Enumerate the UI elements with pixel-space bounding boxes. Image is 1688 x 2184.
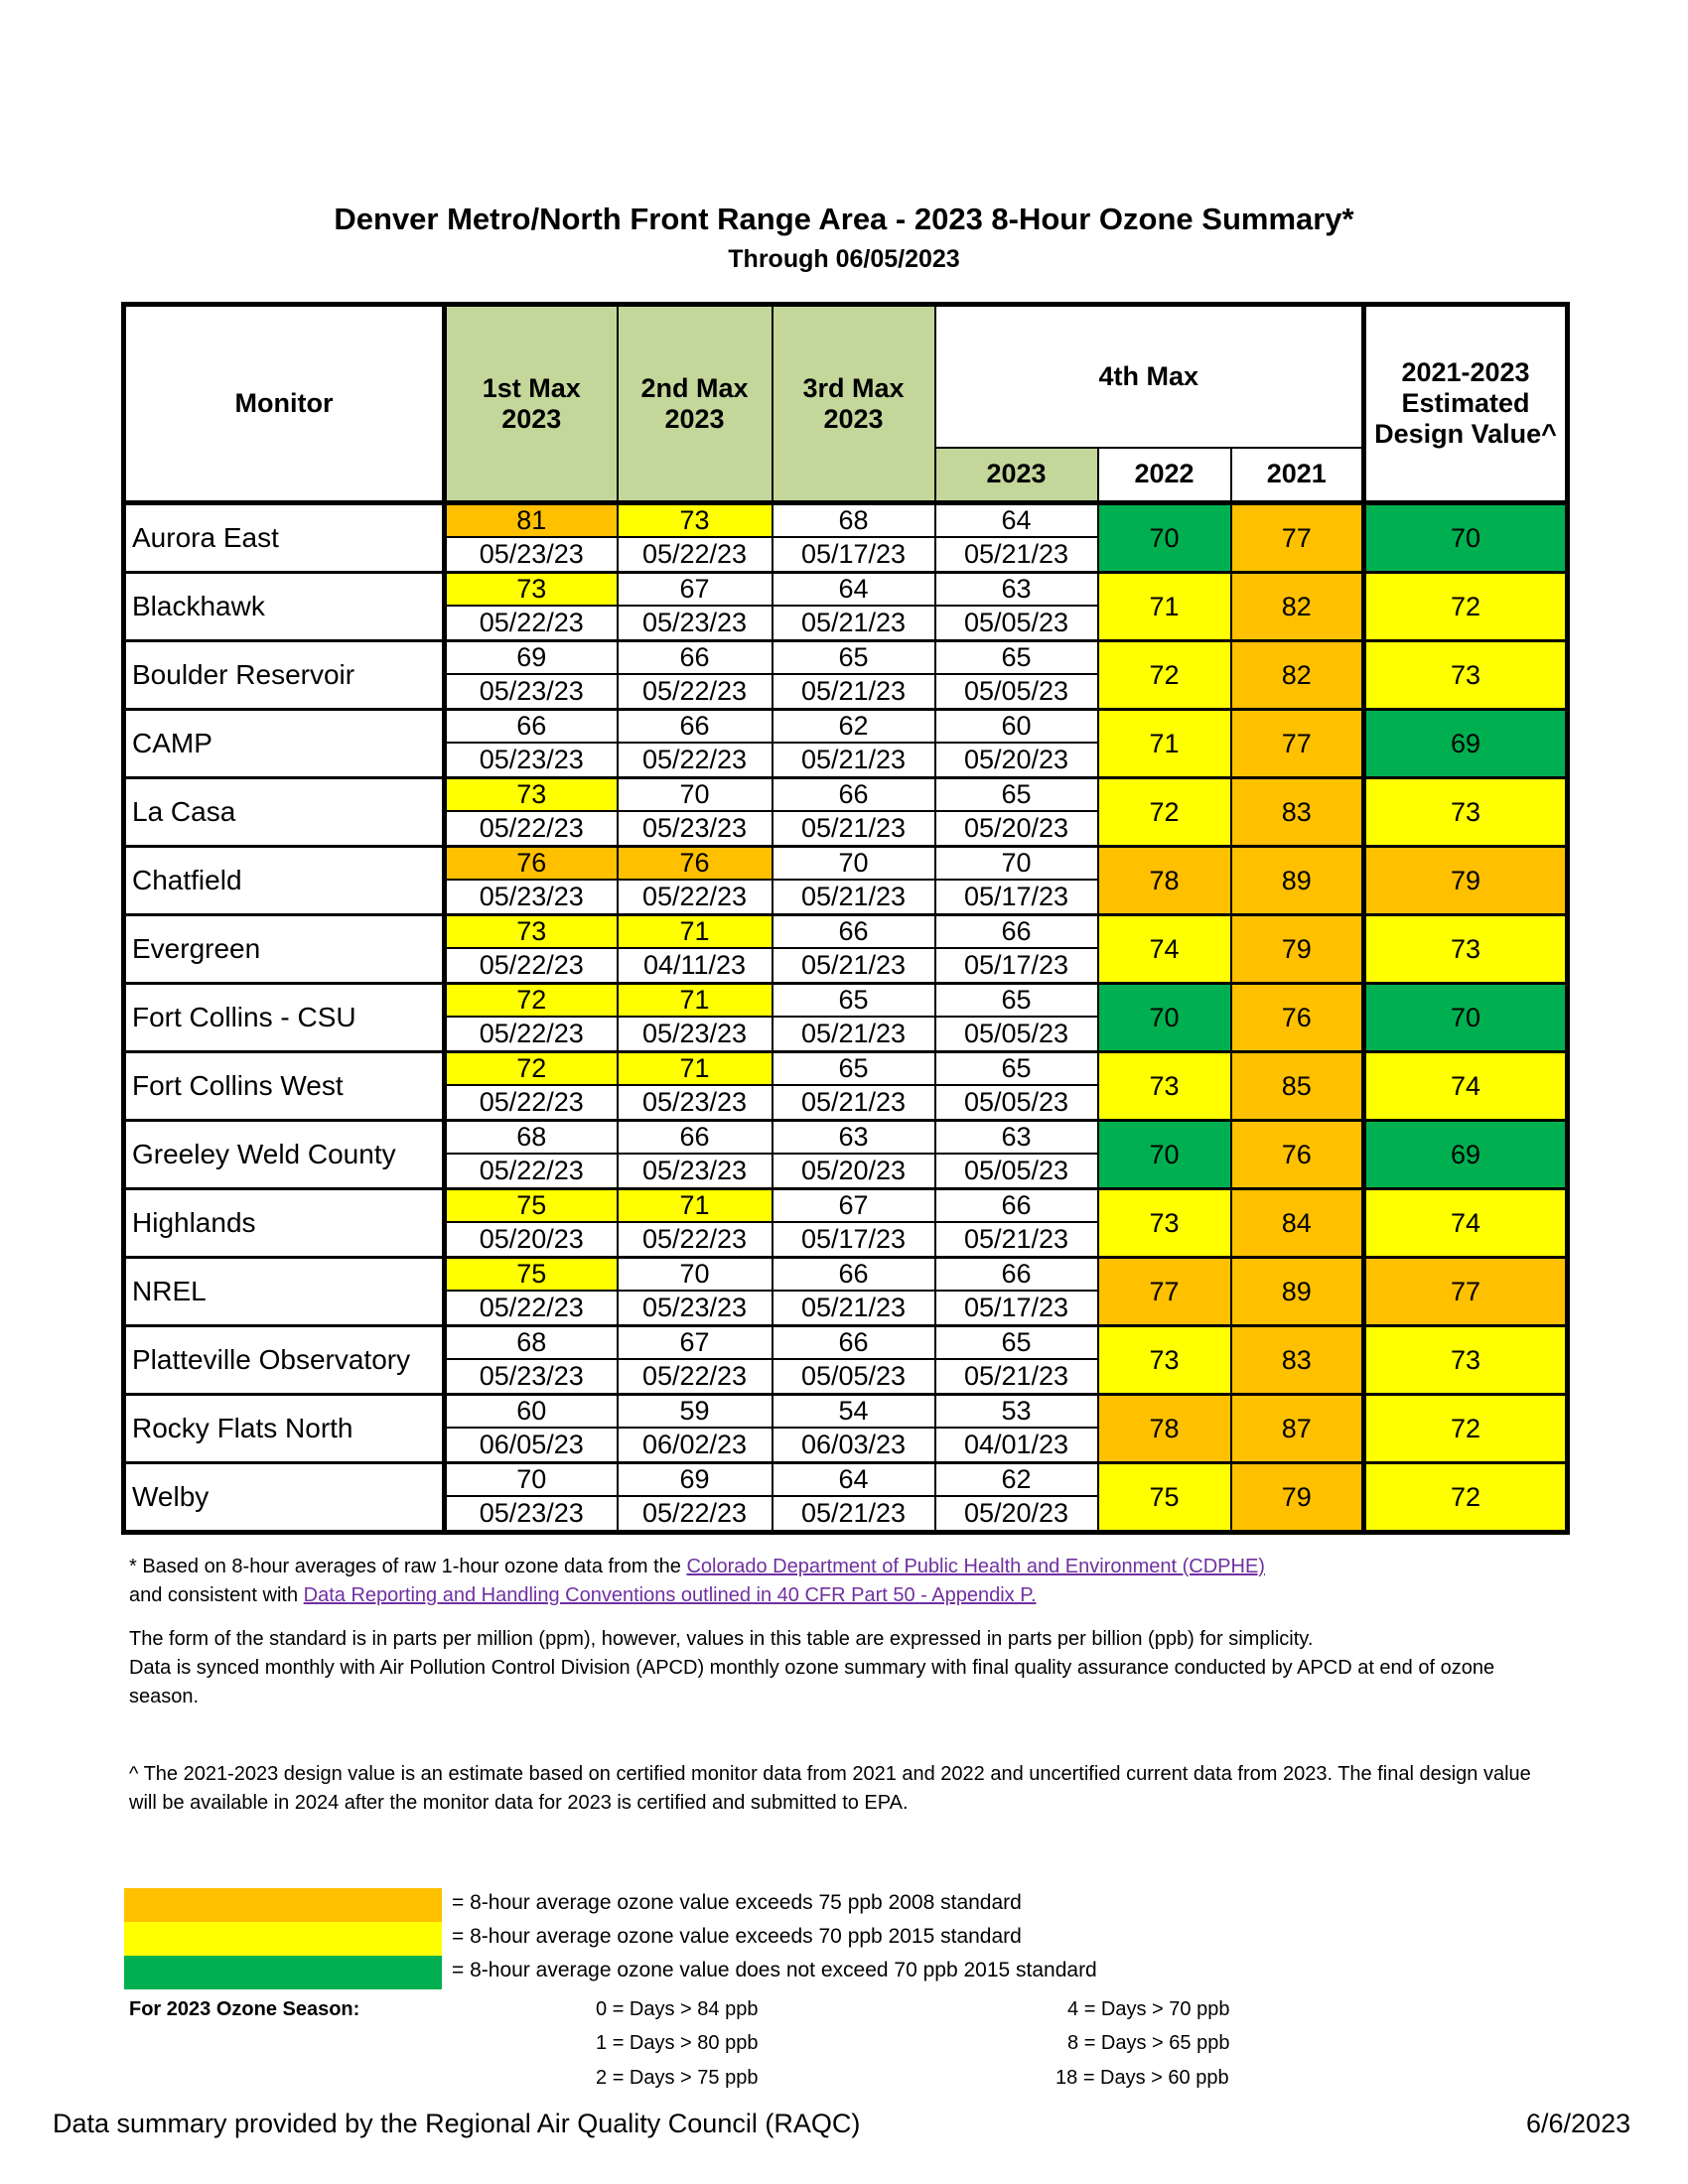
max4-2021-value: 83 bbox=[1231, 778, 1364, 847]
max4-2021-value: 87 bbox=[1231, 1395, 1364, 1463]
header-4th-max: 4th Max bbox=[935, 305, 1364, 448]
max4-2023-date: 05/05/23 bbox=[935, 1017, 1098, 1052]
max4-2022-value: 73 bbox=[1098, 1189, 1231, 1258]
season-count-text: = Days > 70 ppb bbox=[1083, 1998, 1230, 2020]
season-count-text: = Days > 65 ppb bbox=[1083, 2032, 1230, 2054]
max3-value: 63 bbox=[773, 1121, 935, 1155]
max4-2023-value: 65 bbox=[935, 778, 1098, 812]
ozone-summary-table bbox=[121, 302, 1570, 1535]
max3-value: 67 bbox=[773, 1189, 935, 1223]
monitor-name: La Casa bbox=[124, 778, 445, 847]
max4-2022-value: 70 bbox=[1098, 1121, 1231, 1189]
season-count-text: = Days > 60 ppb bbox=[1082, 2067, 1229, 2089]
legend-text-orange: = 8-hour average ozone value exceeds 75 ppb 2008 standard bbox=[452, 1891, 1022, 1914]
max3-date: 05/21/23 bbox=[773, 1017, 935, 1052]
table-row bbox=[124, 641, 1568, 675]
max4-2021-value: 84 bbox=[1231, 1189, 1364, 1258]
legend-text-green: = 8-hour average ozone value does not exceed 70 ppb 2015 standard bbox=[452, 1959, 1097, 1981]
monitor-name: Boulder Reservoir bbox=[124, 641, 445, 710]
max3-date: 06/03/23 bbox=[773, 1428, 935, 1463]
max1-date: 05/22/23 bbox=[445, 1017, 618, 1052]
page-title: Denver Metro/North Front Range Area - 2023 8-Hour Ozone Summary* bbox=[334, 202, 1354, 236]
max4-2023-value: 64 bbox=[935, 503, 1098, 538]
max3-date: 05/21/23 bbox=[773, 811, 935, 847]
max1-value: 66 bbox=[445, 710, 618, 744]
max4-2023-value: 66 bbox=[935, 915, 1098, 949]
max2-value: 67 bbox=[618, 1326, 773, 1360]
max2-date: 05/23/23 bbox=[618, 1085, 773, 1121]
design-value: 70 bbox=[1364, 503, 1568, 573]
max3-date: 05/21/23 bbox=[773, 674, 935, 710]
max4-2023-date: 05/05/23 bbox=[935, 674, 1098, 710]
header-4th-max-2023: 2023 bbox=[935, 448, 1098, 503]
table-row bbox=[124, 1189, 1568, 1223]
monitor-name: Chatfield bbox=[124, 847, 445, 915]
max4-2023-date: 05/17/23 bbox=[935, 1291, 1098, 1326]
max2-value: 73 bbox=[618, 503, 773, 538]
table-row bbox=[124, 1463, 1568, 1497]
max4-2021-value: 85 bbox=[1231, 1052, 1364, 1121]
max4-2021-value: 76 bbox=[1231, 984, 1364, 1052]
max1-date: 05/22/23 bbox=[445, 1291, 618, 1326]
max4-2023-value: 70 bbox=[935, 847, 1098, 881]
max4-2022-value: 70 bbox=[1098, 984, 1231, 1052]
max1-value: 72 bbox=[445, 984, 618, 1018]
max2-date: 05/22/23 bbox=[618, 1496, 773, 1533]
design-value: 73 bbox=[1364, 915, 1568, 984]
table-row bbox=[124, 503, 1568, 538]
legend-swatch-green bbox=[124, 1956, 442, 1989]
max3-date: 05/17/23 bbox=[773, 1222, 935, 1258]
season-label: For 2023 Ozone Season: bbox=[129, 1998, 360, 2020]
max4-2023-date: 05/17/23 bbox=[935, 880, 1098, 915]
max3-date: 05/05/23 bbox=[773, 1359, 935, 1395]
max4-2022-value: 75 bbox=[1098, 1463, 1231, 1533]
max4-2023-value: 63 bbox=[935, 573, 1098, 607]
max4-2023-date: 05/21/23 bbox=[935, 1359, 1098, 1395]
header-3rd-max-line2: 2023 bbox=[823, 403, 884, 434]
max4-2023-value: 65 bbox=[935, 1326, 1098, 1360]
max1-date: 05/20/23 bbox=[445, 1222, 618, 1258]
max2-date: 05/23/23 bbox=[618, 1017, 773, 1052]
max2-value: 71 bbox=[618, 1052, 773, 1086]
table-row bbox=[124, 984, 1568, 1018]
footnote-conventions-text: and consistent with bbox=[129, 1584, 304, 1606]
footnote-source-text: * Based on 8-hour averages of raw 1-hour ozone data from the bbox=[129, 1556, 687, 1577]
max1-value: 73 bbox=[445, 915, 618, 949]
header-dv-line3: Design Value^ bbox=[1374, 419, 1557, 449]
monitor-name: Rocky Flats North bbox=[124, 1395, 445, 1463]
max4-2022-value: 73 bbox=[1098, 1326, 1231, 1395]
header-3rd-max bbox=[773, 305, 935, 503]
season-count-row bbox=[1055, 2067, 1229, 2090]
max4-2023-date: 05/05/23 bbox=[935, 1085, 1098, 1121]
max3-value: 68 bbox=[773, 503, 935, 538]
design-value: 79 bbox=[1364, 847, 1568, 915]
table-row bbox=[124, 1052, 1568, 1086]
design-value: 74 bbox=[1364, 1189, 1568, 1258]
header-dv-line2: Estimated bbox=[1401, 388, 1530, 418]
max2-value: 69 bbox=[618, 1463, 773, 1497]
max1-date: 05/23/23 bbox=[445, 743, 618, 778]
max1-value: 81 bbox=[445, 503, 618, 538]
season-count-n: 18 bbox=[1055, 2067, 1078, 2089]
max2-value: 70 bbox=[618, 1258, 773, 1292]
monitor-name: Blackhawk bbox=[124, 573, 445, 641]
design-value: 72 bbox=[1364, 1395, 1568, 1463]
max3-value: 70 bbox=[773, 847, 935, 881]
season-count-text: = Days > 80 ppb bbox=[612, 2032, 759, 2054]
season-count-n: 2 bbox=[596, 2067, 608, 2089]
max1-date: 05/22/23 bbox=[445, 1154, 618, 1189]
max4-2023-value: 63 bbox=[935, 1121, 1098, 1155]
header-2nd-max-line1: 2nd Max bbox=[640, 372, 749, 403]
table-row bbox=[124, 573, 1568, 607]
footer-credit: Data summary provided by the Regional Air Quality Council (RAQC) bbox=[53, 2109, 861, 2138]
note-units-line2: Data is synced monthly with Air Pollution Control Division (APCD) monthly ozone summary with final quality assurance conducted by APCD at end of ozone season. bbox=[129, 1657, 1495, 1707]
max4-2022-value: 78 bbox=[1098, 1395, 1231, 1463]
max4-2022-value: 73 bbox=[1098, 1052, 1231, 1121]
monitor-name: NREL bbox=[124, 1258, 445, 1326]
max4-2023-date: 05/21/23 bbox=[935, 537, 1098, 573]
season-count-n: 1 bbox=[596, 2032, 608, 2054]
max4-2022-value: 74 bbox=[1098, 915, 1231, 984]
max3-value: 66 bbox=[773, 915, 935, 949]
max3-date: 05/21/23 bbox=[773, 1496, 935, 1533]
max4-2022-value: 71 bbox=[1098, 710, 1231, 778]
header-2nd-max bbox=[618, 305, 773, 503]
max3-date: 05/17/23 bbox=[773, 537, 935, 573]
max1-date: 05/22/23 bbox=[445, 948, 618, 984]
max4-2023-value: 53 bbox=[935, 1395, 1098, 1429]
monitor-name: Greeley Weld County bbox=[124, 1121, 445, 1189]
max4-2022-value: 72 bbox=[1098, 641, 1231, 710]
monitor-name: Fort Collins - CSU bbox=[124, 984, 445, 1052]
max3-value: 66 bbox=[773, 778, 935, 812]
max1-value: 68 bbox=[445, 1326, 618, 1360]
max1-date: 06/05/23 bbox=[445, 1428, 618, 1463]
max3-date: 05/21/23 bbox=[773, 1085, 935, 1121]
max3-value: 64 bbox=[773, 573, 935, 607]
season-count-row bbox=[1067, 1998, 1229, 2021]
max3-value: 65 bbox=[773, 641, 935, 675]
max4-2023-date: 05/20/23 bbox=[935, 1496, 1098, 1533]
season-count-row bbox=[1067, 2032, 1229, 2055]
max1-date: 05/22/23 bbox=[445, 606, 618, 641]
monitor-name: Evergreen bbox=[124, 915, 445, 984]
max1-value: 69 bbox=[445, 641, 618, 675]
max2-value: 59 bbox=[618, 1395, 773, 1429]
max4-2023-date: 05/05/23 bbox=[935, 606, 1098, 641]
max4-2022-value: 70 bbox=[1098, 503, 1231, 573]
season-count-text: = Days > 84 ppb bbox=[612, 1998, 759, 2020]
design-value: 69 bbox=[1364, 1121, 1568, 1189]
max2-value: 76 bbox=[618, 847, 773, 881]
max4-2022-value: 77 bbox=[1098, 1258, 1231, 1326]
max2-date: 05/23/23 bbox=[618, 1154, 773, 1189]
header-2nd-max-line2: 2023 bbox=[664, 403, 725, 434]
max4-2021-value: 89 bbox=[1231, 1258, 1364, 1326]
max2-date: 05/23/23 bbox=[618, 811, 773, 847]
legend-text-yellow: = 8-hour average ozone value exceeds 70 ppb 2015 standard bbox=[452, 1925, 1022, 1948]
table-row bbox=[124, 1121, 1568, 1155]
monitor-name: Platteville Observatory bbox=[124, 1326, 445, 1395]
max1-date: 05/23/23 bbox=[445, 537, 618, 573]
max4-2022-value: 71 bbox=[1098, 573, 1231, 641]
max2-value: 66 bbox=[618, 1121, 773, 1155]
max3-value: 64 bbox=[773, 1463, 935, 1497]
max3-date: 05/21/23 bbox=[773, 880, 935, 915]
header-4th-max-2022: 2022 bbox=[1098, 448, 1231, 503]
footnote-source bbox=[129, 1553, 1559, 1610]
max4-2021-value: 82 bbox=[1231, 641, 1364, 710]
table-body bbox=[124, 503, 1568, 1533]
season-count-n: 4 bbox=[1067, 1998, 1079, 2020]
design-value: 72 bbox=[1364, 573, 1568, 641]
page-subtitle: Through 06/05/2023 bbox=[728, 245, 960, 273]
header-monitor: Monitor bbox=[124, 305, 445, 503]
max1-date: 05/22/23 bbox=[445, 811, 618, 847]
season-count-n: 8 bbox=[1067, 2032, 1079, 2054]
max1-value: 68 bbox=[445, 1121, 618, 1155]
max4-2021-value: 76 bbox=[1231, 1121, 1364, 1189]
max4-2021-value: 82 bbox=[1231, 573, 1364, 641]
max3-date: 05/21/23 bbox=[773, 948, 935, 984]
season-count-n: 0 bbox=[596, 1998, 608, 2020]
design-value: 73 bbox=[1364, 778, 1568, 847]
table-row bbox=[124, 1326, 1568, 1360]
max2-date: 04/11/23 bbox=[618, 948, 773, 984]
table-row bbox=[124, 915, 1568, 949]
max4-2023-value: 62 bbox=[935, 1463, 1098, 1497]
max4-2023-date: 05/20/23 bbox=[935, 811, 1098, 847]
design-value: 69 bbox=[1364, 710, 1568, 778]
max2-value: 70 bbox=[618, 778, 773, 812]
legend-swatch-orange bbox=[124, 1888, 442, 1922]
max2-value: 67 bbox=[618, 573, 773, 607]
header-design-value bbox=[1364, 305, 1568, 503]
design-value: 73 bbox=[1364, 641, 1568, 710]
max2-value: 71 bbox=[618, 984, 773, 1018]
max3-value: 65 bbox=[773, 1052, 935, 1086]
max1-value: 73 bbox=[445, 778, 618, 812]
max1-value: 75 bbox=[445, 1189, 618, 1223]
max2-date: 05/22/23 bbox=[618, 743, 773, 778]
max3-value: 54 bbox=[773, 1395, 935, 1429]
max2-date: 05/22/23 bbox=[618, 537, 773, 573]
max4-2023-value: 60 bbox=[935, 710, 1098, 744]
note-design-value: ^ The 2021-2023 design value is an estimate based on certified monitor data from 2021 and 2022 and uncertified current data from 2023. The final design value will be available in 2024 after the monitor data for 2023 is certified and submitted to EPA. bbox=[129, 1763, 1531, 1814]
monitor-name: Highlands bbox=[124, 1189, 445, 1258]
max4-2021-value: 89 bbox=[1231, 847, 1364, 915]
max4-2023-date: 04/01/23 bbox=[935, 1428, 1098, 1463]
max1-date: 05/23/23 bbox=[445, 880, 618, 915]
table-row bbox=[124, 710, 1568, 744]
max2-value: 66 bbox=[618, 710, 773, 744]
max1-value: 76 bbox=[445, 847, 618, 881]
table-row bbox=[124, 1258, 1568, 1292]
max2-value: 66 bbox=[618, 641, 773, 675]
max1-date: 05/22/23 bbox=[445, 1085, 618, 1121]
max3-date: 05/21/23 bbox=[773, 743, 935, 778]
max3-value: 65 bbox=[773, 984, 935, 1018]
header-4th-max-2021: 2021 bbox=[1231, 448, 1364, 503]
max4-2022-value: 72 bbox=[1098, 778, 1231, 847]
max3-value: 66 bbox=[773, 1258, 935, 1292]
max2-date: 05/22/23 bbox=[618, 674, 773, 710]
appendix-p-link[interactable]: Data Reporting and Handling Conventions outlined in 40 CFR Part 50 - Appendix P. bbox=[303, 1584, 1037, 1606]
table-row bbox=[124, 778, 1568, 812]
max3-date: 05/21/23 bbox=[773, 606, 935, 641]
max1-value: 70 bbox=[445, 1463, 618, 1497]
max2-date: 05/23/23 bbox=[618, 1291, 773, 1326]
season-count-row bbox=[596, 2067, 758, 2090]
cdphe-link[interactable]: Colorado Department of Public Health and Environment (CDPHE) bbox=[686, 1556, 1265, 1577]
design-value: 73 bbox=[1364, 1326, 1568, 1395]
table-row bbox=[124, 1395, 1568, 1429]
season-count-text: = Days > 75 ppb bbox=[612, 2067, 759, 2089]
design-value: 72 bbox=[1364, 1463, 1568, 1533]
max2-value: 71 bbox=[618, 915, 773, 949]
header-3rd-max-line1: 3rd Max bbox=[802, 372, 905, 403]
note-units bbox=[129, 1625, 1559, 1711]
max4-2021-value: 79 bbox=[1231, 915, 1364, 984]
header-1st-max bbox=[445, 305, 618, 503]
max3-date: 05/21/23 bbox=[773, 1291, 935, 1326]
max4-2023-date: 05/21/23 bbox=[935, 1222, 1098, 1258]
max4-2021-value: 77 bbox=[1231, 503, 1364, 573]
max4-2021-value: 77 bbox=[1231, 710, 1364, 778]
max2-value: 71 bbox=[618, 1189, 773, 1223]
design-value: 74 bbox=[1364, 1052, 1568, 1121]
max4-2023-date: 05/17/23 bbox=[935, 948, 1098, 984]
max4-2023-value: 66 bbox=[935, 1258, 1098, 1292]
max3-value: 62 bbox=[773, 710, 935, 744]
max1-value: 60 bbox=[445, 1395, 618, 1429]
max1-value: 72 bbox=[445, 1052, 618, 1086]
legend-swatch-yellow bbox=[124, 1922, 442, 1956]
max4-2023-value: 65 bbox=[935, 984, 1098, 1018]
max1-date: 05/23/23 bbox=[445, 674, 618, 710]
season-count-row bbox=[596, 2032, 758, 2055]
design-value: 77 bbox=[1364, 1258, 1568, 1326]
monitor-name: Welby bbox=[124, 1463, 445, 1533]
max2-date: 05/22/23 bbox=[618, 1222, 773, 1258]
header-1st-max-line2: 2023 bbox=[501, 403, 562, 434]
max4-2023-value: 66 bbox=[935, 1189, 1098, 1223]
max3-value: 66 bbox=[773, 1326, 935, 1360]
monitor-name: CAMP bbox=[124, 710, 445, 778]
max2-date: 05/23/23 bbox=[618, 606, 773, 641]
max4-2023-value: 65 bbox=[935, 641, 1098, 675]
max2-date: 05/22/23 bbox=[618, 1359, 773, 1395]
note-units-line1: The form of the standard is in parts per million (ppm), however, values in this table are expressed in parts per billion (ppb) for simplicity. bbox=[129, 1628, 1314, 1650]
max4-2023-date: 05/05/23 bbox=[935, 1154, 1098, 1189]
max4-2021-value: 83 bbox=[1231, 1326, 1364, 1395]
max3-date: 05/20/23 bbox=[773, 1154, 935, 1189]
max1-value: 75 bbox=[445, 1258, 618, 1292]
season-count-row bbox=[596, 1998, 758, 2021]
max4-2021-value: 79 bbox=[1231, 1463, 1364, 1533]
design-value: 70 bbox=[1364, 984, 1568, 1052]
max4-2023-value: 65 bbox=[935, 1052, 1098, 1086]
header-1st-max-line1: 1st Max bbox=[482, 372, 581, 403]
footer-date: 6/6/2023 bbox=[1526, 2109, 1631, 2138]
max1-value: 73 bbox=[445, 573, 618, 607]
max2-date: 05/22/23 bbox=[618, 880, 773, 915]
monitor-name: Fort Collins West bbox=[124, 1052, 445, 1121]
max1-date: 05/23/23 bbox=[445, 1359, 618, 1395]
header-dv-line1: 2021-2023 bbox=[1401, 357, 1530, 387]
table-row bbox=[124, 847, 1568, 881]
max2-date: 06/02/23 bbox=[618, 1428, 773, 1463]
max4-2022-value: 78 bbox=[1098, 847, 1231, 915]
max4-2023-date: 05/20/23 bbox=[935, 743, 1098, 778]
monitor-name: Aurora East bbox=[124, 503, 445, 573]
max1-date: 05/23/23 bbox=[445, 1496, 618, 1533]
